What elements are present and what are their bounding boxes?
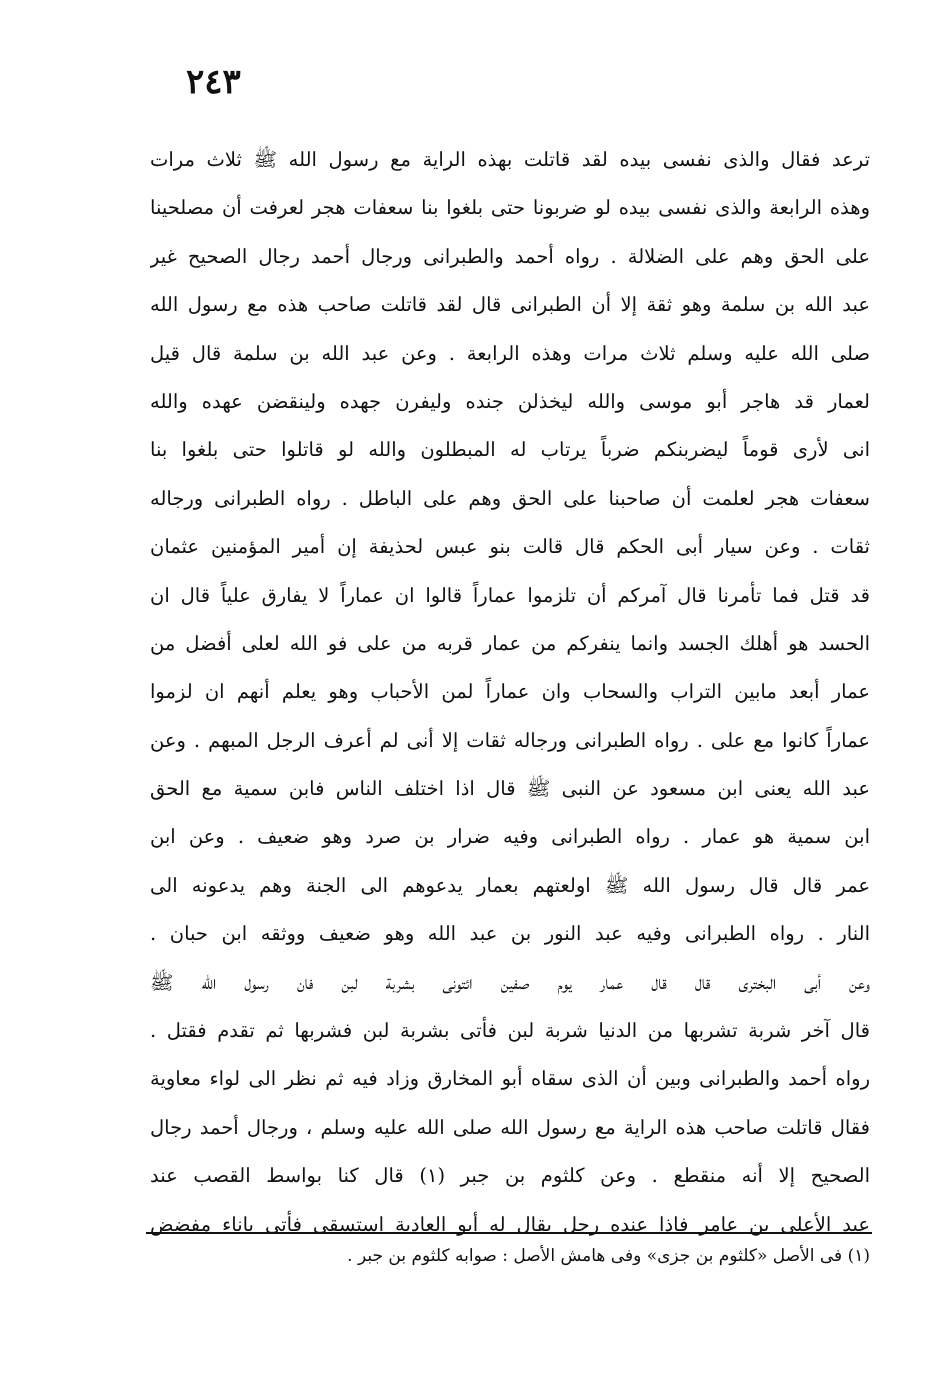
text-line: الحسد هو أهلك الجسد وانما ينفركم من عمار قربه من على فو الله لعلى أفضل من	[150, 631, 870, 655]
text-line: عمار أبعد مابين التراب والسحاب وان عماراً لمن الأحباب وهو يعلم أنهم ان لزموا	[150, 680, 870, 704]
text-line: رواه أحمد والطبرانى وبين أن الذى سقاه أبو المخارق وزاد فيه ثم نظر الى لواء معاوية	[150, 1067, 870, 1091]
text-line: عبد الأعلى بن عامر فاذا عنده رجل يقال له أبو العادية استسقى فأتى باناء مفضض	[150, 1212, 870, 1236]
text-line: عبد الله يعنى ابن مسعود عن النبى ﷺ قال اذا اختلف الناس فابن سمية مع الحق	[150, 777, 870, 801]
text-line: على الحق وهم على الضلالة . رواه أحمد والطبرانى ورجال أحمد رجال الصحيح غير	[150, 244, 870, 268]
text-line: عمر قال قال رسول الله ﷺ اولعتهم بعمار يدعوهم الى الجنة وهم يدعونه الى	[150, 873, 870, 897]
text-line: ترعد فقال والذى نفسى بيده لقد قاتلت بهذه الراية مع رسول الله ﷺ ثلاث مرات	[150, 148, 870, 171]
text-line: انى لأرى قوماً ليضربنكم ضرباً يرتاب له المبطلون والله لو قاتلوا حتى بلغوا بنا	[150, 438, 870, 462]
text-line: قال آخر شربة تشربها من الدنيا شربة لبن فأتى بشربة لبن فشربها ثم تقدم فقتل .	[150, 1019, 870, 1043]
footnote-divider	[146, 1232, 872, 1234]
text-line: النار . رواه الطبرانى وفيه عبد النور بن عبد الله وهو ضعيف ووثقه ابن حبان .	[150, 922, 870, 946]
footnote: (١) فى الأصل «كلثوم بن جزى» وفى هامش الأصل : صوابه كلثوم بن جبر .	[347, 1246, 870, 1266]
page-number: ٢٤٣	[186, 62, 241, 102]
text-line: ثقات . وعن سيار أبى الحكم قال قالت بنو عبس لحذيفة إن أمير المؤمنين عثمان	[150, 535, 870, 559]
text-line: عبد الله بن سلمة وهو ثقة إلا أن الطبرانى قال لقد قاتلت صاحب هذه مع رسول الله	[150, 293, 870, 317]
text-line: صلى الله عليه وسلم ثلاث مرات وهذه الرابعة . وعن عبد الله بن سلمة قال قيل	[150, 341, 870, 365]
text-line: الصحيح إلا أنه منقطع . وعن كلثوم بن جبر (١) قال كنا بواسط القصب عند	[150, 1164, 870, 1188]
text-line: وهذه الرابعة والذى نفسى بيده لو ضربونا حتى بلغوا بنا سعفات هجر لعرفت أن مصلحينا	[150, 196, 870, 220]
body-text	[150, 136, 870, 1249]
text-line: قد قتل فما تأمرنا قال آمركم أن تلزموا عماراً قالوا ان عماراً لا يفارق علياً قال ان	[150, 583, 870, 607]
text-line: فقال قاتلت صاحب هذه الراية مع رسول الله صلى الله عليه وسلم ، ورجال أحمد رجال	[150, 1115, 870, 1139]
text-line: عماراً كانوا مع على . رواه الطبرانى ورجاله ثقات إلا أنى لم أعرف الرجل المبهم . وعن	[150, 728, 870, 752]
text-line: ابن سمية هو عمار . رواه الطبرانى وفيه ضرار بن صرد وهو ضعيف . وعن ابن	[150, 825, 870, 849]
text-line: سعفات هجر لعلمت أن صاحبنا على الحق وهم على الباطل . رواه الطبرانى ورجاله	[150, 486, 870, 510]
text-line: وعن أبى البخترى قال قال عمار يوم صفين ائتونى بشربة لبن فان رسول الله ﷺ	[150, 970, 870, 994]
text-line: لعمار قد هاجر أبو موسى والله ليخذلن جنده وليفرن جهده ولينقضن عهده والله	[150, 389, 870, 413]
